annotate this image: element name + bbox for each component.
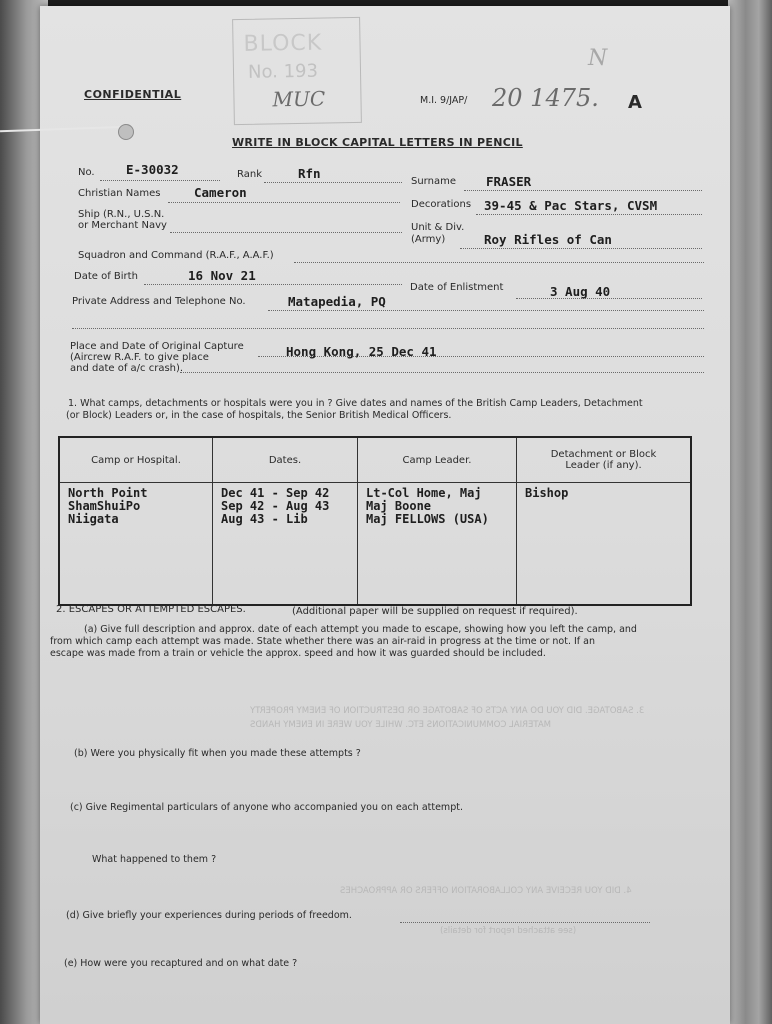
confidential-label: CONFIDENTIAL [84, 88, 182, 101]
leader-entry: Maj FELLOWS (USA) [366, 512, 489, 526]
capture-label-line1: Place and Date of Original Capture [70, 341, 244, 352]
camps-table-body [59, 483, 691, 606]
dob-value: 16 Nov 21 [188, 268, 256, 283]
section2-b: (b) Were you physically fit when you made these attempts ? [74, 748, 361, 759]
dob-line [144, 284, 402, 285]
squadron-line [294, 262, 704, 263]
address-label: Private Address and Telephone No. [72, 296, 246, 307]
no-label: No. [78, 167, 95, 178]
address-line [268, 310, 704, 311]
corner-pencil-mark: N [588, 46, 608, 71]
detachment-entry: Bishop [525, 486, 569, 500]
header-detachment-leader: Detachment or Block Leader (if any). [517, 437, 692, 483]
unit-value: Roy Rifles of Can [484, 232, 612, 247]
dob-label: Date of Birth [74, 271, 138, 282]
christian-names-line [168, 202, 400, 203]
show-through-text: MATERIAL COMMUNICATIONS ETC. WHILE YOU WERE IN ENEMY HANDS [250, 720, 552, 730]
capture-label-line3: and date of a/c crash). [70, 363, 184, 374]
ship-label-line1: Ship (R.N., U.S.N. [78, 209, 165, 220]
decorations-line [476, 214, 702, 215]
leader-entry: Maj Boone [366, 499, 432, 513]
punch-hole [118, 124, 134, 140]
capture-value: Hong Kong, 25 Dec 41 [286, 344, 437, 359]
section2-c-followup: What happened to them ? [92, 854, 217, 865]
section2-e: (e) How were you recaptured and on what date ? [64, 958, 298, 969]
camp-entry: ShamShuiPo [68, 499, 141, 513]
show-through-text: (see attached report for details) [440, 926, 577, 936]
camps-column [59, 483, 213, 606]
surname-line [464, 190, 702, 191]
section1-question-line2: (or Block) Leaders or, in the case of hospitals, the Senior British Medical Officers. [66, 410, 452, 421]
capture-label-line2: (Aircrew R.A.F. to give place [70, 352, 209, 363]
stamp-number: No. 193 [247, 60, 319, 83]
ship-line [170, 232, 402, 233]
stamp-word: BLOCK [243, 30, 323, 57]
header-dates: Dates. [213, 437, 358, 483]
surname-value: FRASER [486, 174, 532, 189]
show-through-text: 4. DID YOU RECEIVE ANY COLLABORATION OFFERS OR APPROACHES [340, 886, 632, 896]
enlistment-value: 3 Aug 40 [550, 284, 611, 299]
section1-question-line1: 1. What camps, detachments or hospitals were you in ? Give dates and names of the British Camp Leaders, Detachment [68, 398, 643, 409]
dates-entry: Aug 43 - Lib [221, 512, 308, 526]
leader-entry: Lt-Col Home, Maj [366, 486, 482, 500]
enlistment-label: Date of Enlistment [410, 282, 504, 293]
rank-line [264, 182, 402, 183]
no-line [100, 180, 220, 181]
section2-c: (c) Give Regimental particulars of anyone who accompanied you on each attempt. [70, 802, 463, 813]
section2-a-line3: escape was made from a train or vehicle the approx. speed and how it was guarded should be included. [50, 648, 546, 659]
unit-label-line2: (Army) [411, 234, 446, 245]
squadron-label: Squadron and Command (R.A.F., A.A.F.) [78, 250, 274, 261]
form-letter: A [628, 92, 642, 113]
header-camp: Camp or Hospital. [59, 437, 213, 483]
surname-label: Surname [411, 176, 456, 187]
camp-entry: Niigata [68, 512, 119, 526]
section2-a-line2: from which camp each attempt was made. State whether there was an air-raid in progress at the time or not. If an [50, 636, 596, 647]
section2-heading: 2. ESCAPES OR ATTEMPTED ESCAPES. [56, 604, 246, 615]
section2-note: (Additional paper will be supplied on request if required). [292, 606, 578, 617]
show-through-text: 3. SABOTAGE. DID YOU DO ANY ACTS OF SABOTAGE OR DESTRUCTION OF ENEMY PROPERTY [250, 706, 645, 716]
camps-table [58, 436, 692, 606]
unit-line [460, 248, 702, 249]
instruction-heading: WRITE IN BLOCK CAPITAL LETTERS IN PENCIL [232, 136, 523, 149]
leader-column [358, 483, 517, 606]
rank-value: Rfn [298, 166, 321, 181]
rank-label: Rank [237, 169, 262, 180]
address-line-2 [72, 328, 704, 329]
detachment-column [517, 483, 692, 606]
section2-d-line [400, 922, 650, 923]
section2-d: (d) Give briefly your experiences during periods of freedom. [66, 910, 352, 921]
decorations-label: Decorations [411, 199, 472, 210]
header-camp-leader: Camp Leader. [358, 437, 517, 483]
dates-column [213, 483, 358, 606]
stamp-initials: MUC [272, 86, 326, 112]
camps-table-header [59, 437, 691, 483]
decorations-value: 39-45 & Pac Stars, CVSM [484, 198, 658, 213]
dates-entry: Dec 41 - Sep 42 [221, 486, 330, 500]
no-value: E-30032 [126, 162, 179, 177]
unit-label-line1: Unit & Div. [411, 222, 465, 233]
block-stamp [232, 17, 362, 125]
dates-entry: Sep 42 - Aug 43 [221, 499, 330, 513]
address-value: Matapedia, PQ [288, 294, 386, 309]
christian-names-value: Cameron [194, 185, 247, 200]
reference-number: 20 1475. [492, 84, 599, 112]
capture-line-2 [180, 372, 704, 373]
camp-entry: North Point [68, 486, 148, 500]
section2-a-line1: (a) Give full description and approx. date of each attempt you made to escape, showing how you left the camp, and [84, 624, 637, 635]
christian-names-label: Christian Names [78, 188, 161, 199]
reference-label: M.I. 9/JAP/ [420, 95, 468, 106]
document-sheet [40, 6, 730, 1024]
right-page-edges [728, 0, 772, 1024]
ship-label-line2: or Merchant Navy [78, 220, 167, 231]
